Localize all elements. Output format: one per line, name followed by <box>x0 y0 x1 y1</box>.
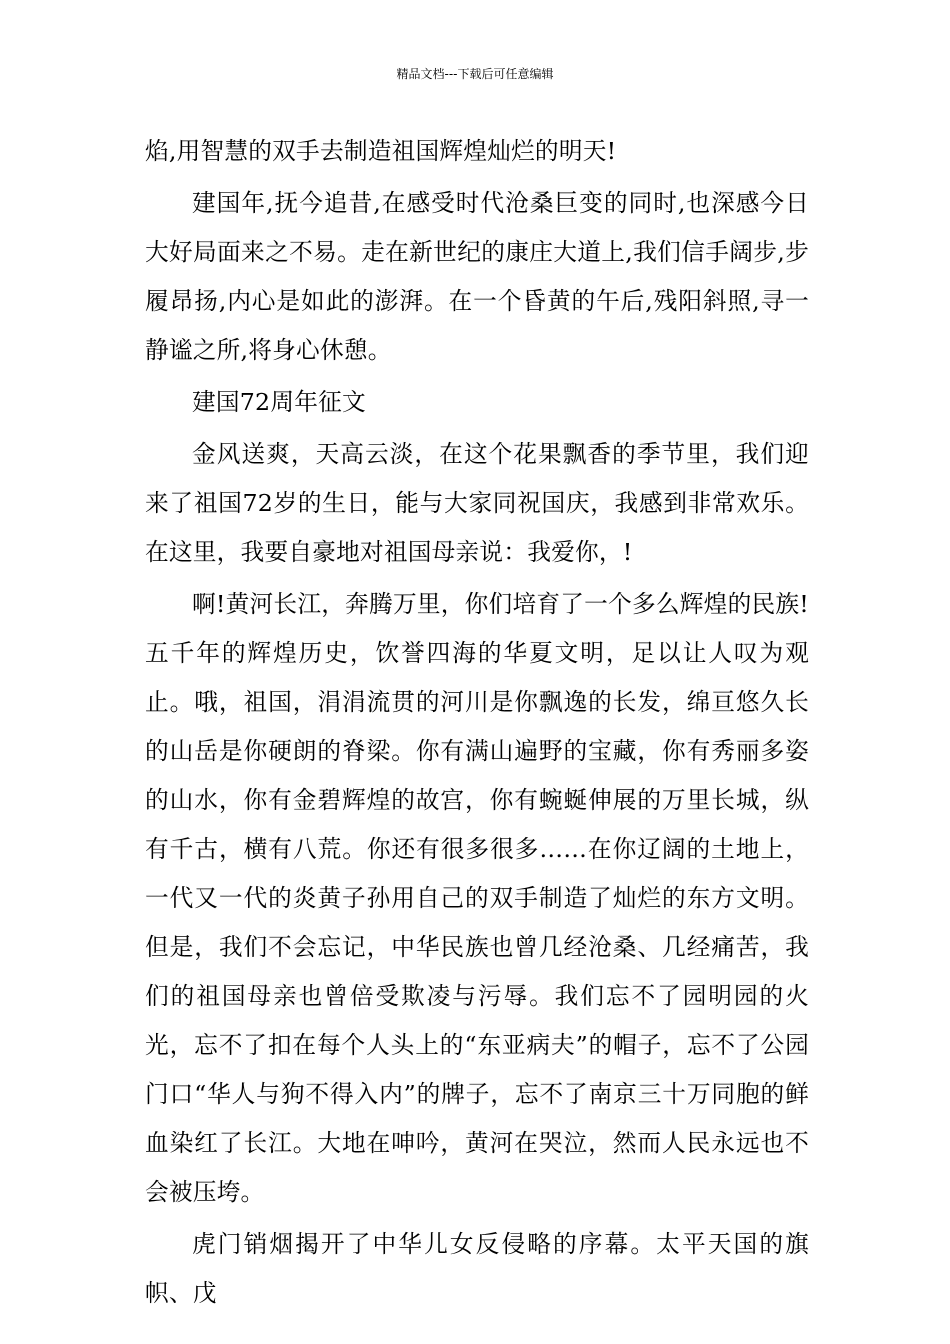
paragraph: 虎门销烟揭开了中华儿女反侵略的序幕。太平天国的旗帜、戊 <box>145 1230 809 1307</box>
document-body <box>145 127 809 1318</box>
paragraph-continuation: 焰,用智慧的双手去制造祖国辉煌灿烂的明天! <box>145 137 617 165</box>
paragraph: 建国年,抚今追昔,在感受时代沧桑巨变的同时,也深感今日大好局面来之不易。走在新世纪的康庄大道上,我们信手阔步,步履昂扬,内心是如此的澎湃。在一个昏黄的午后,残阳斜照,寻一静谧之所,将身心休憩。 <box>145 189 809 364</box>
paragraph: 啊!黄河长江，奔腾万里，你们培育了一个多么辉煌的民族!五千年的辉煌历史，饮誉四海的华夏文明，足以让人叹为观止。哦，祖国，涓涓流贯的河川是你飘逸的长发，绵亘悠久长的山岳是你硬朗的脊梁。你有满山遍野的宝藏，你有秀丽多姿的山水，你有金碧辉煌的故宫，你有蜿蜒伸展的万里长城，纵有千古，横有八荒。你还有很多很多……在你辽阔的土地上，一代又一代的炎黄子孙用自己的双手制造了灿烂的东方文明。但是，我们不会忘记，中华民族也曾几经沧桑、几经痛苦，我们的祖国母亲也曾倍受欺凌与污辱。我们忘不了园明园的火光，忘不了扣在每个人头上的“东亚病夫”的帽子，忘不了公园门口“华人与狗不得入内”的牌子，忘不了南京三十万同胞的鲜血染红了长江。大地在呻吟，黄河在哭泣，然而人民永远也不会被压垮。 <box>145 590 809 1206</box>
paragraph: 金风送爽，天高云淡，在这个花果飘香的季节里，我们迎来了祖国72岁的生日，能与大家同祝国庆，我感到非常欢乐。在这里，我要自豪地对祖国母亲说：我爱你，! <box>145 440 809 566</box>
page-header: 精品文档---下载后可任意编辑 <box>396 67 554 81</box>
section-title: 建国72周年征文 <box>192 388 366 416</box>
